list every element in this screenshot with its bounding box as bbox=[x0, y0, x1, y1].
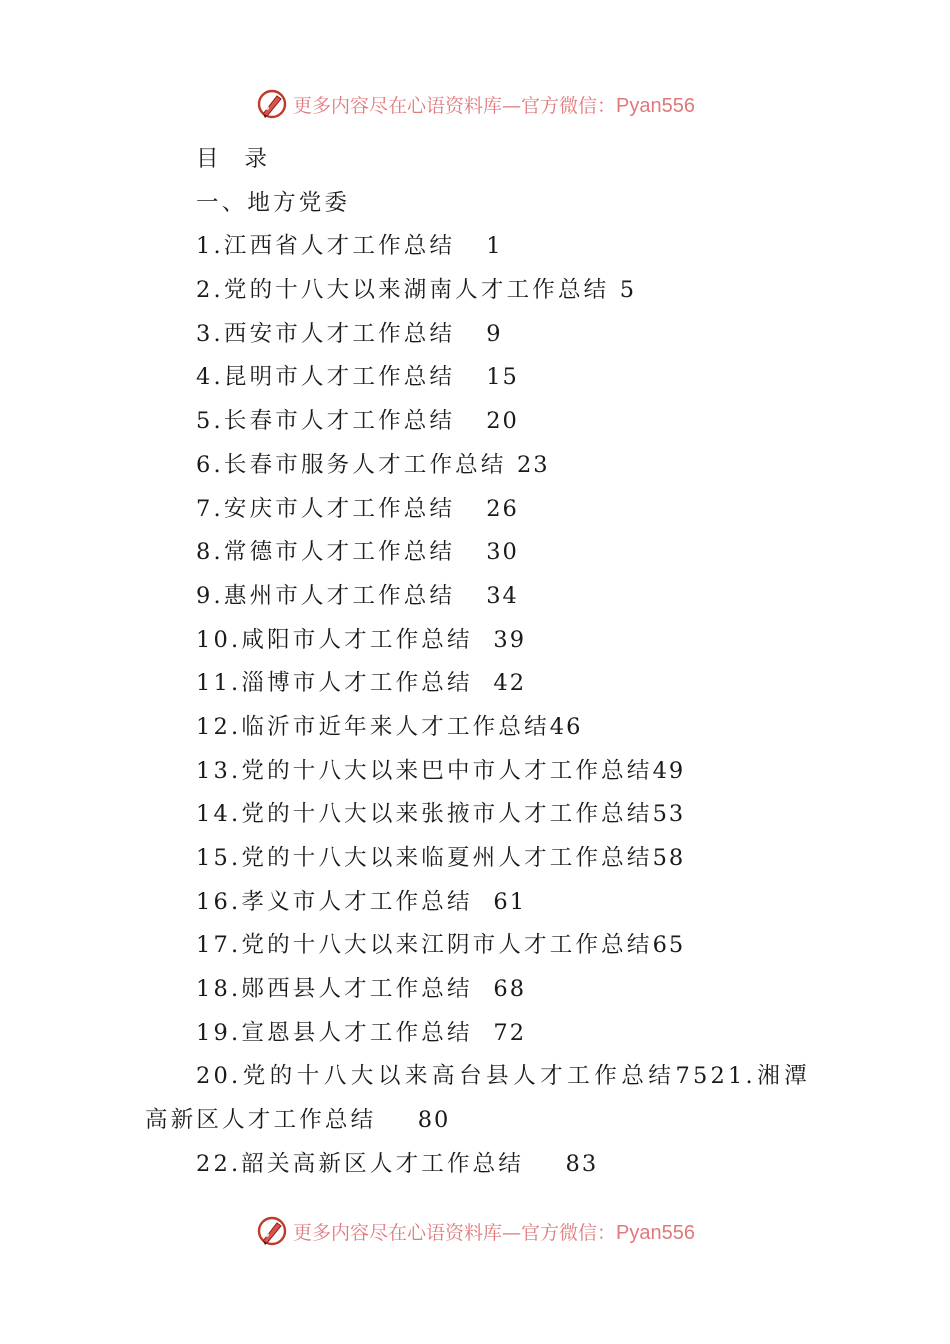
toc-entry-6 bbox=[145, 444, 810, 488]
toc-entry-label: 4.昆明市人才工作总结 bbox=[196, 364, 456, 391]
toc-entry-page: 53 bbox=[652, 801, 686, 828]
toc-entry-11 bbox=[145, 662, 810, 706]
toc-entry-4 bbox=[145, 356, 810, 400]
toc-entry-8 bbox=[145, 531, 810, 575]
toc-entry-page: 49 bbox=[652, 757, 686, 784]
toc-entry-label: 7.安庆市人才工作总结 bbox=[196, 495, 456, 522]
toc-entry-label: 1.江西省人才工作总结 bbox=[196, 233, 456, 260]
header-banner bbox=[0, 84, 950, 124]
toc-entry-9 bbox=[145, 575, 810, 619]
toc-entry-15 bbox=[145, 837, 810, 881]
toc-entry-page: 20 bbox=[486, 408, 519, 435]
toc-entry-page: 9 bbox=[486, 320, 503, 347]
toc-entry-label: 6.长春市服务人才工作总结 bbox=[196, 451, 507, 478]
toc-content bbox=[145, 138, 810, 1187]
toc-entry-page: 1 bbox=[486, 233, 503, 260]
toc-entry-label: 9.惠州市人才工作总结 bbox=[196, 582, 456, 609]
toc-entry-3 bbox=[145, 313, 810, 357]
toc-entry-label: 16.孝义市人才工作总结 bbox=[196, 888, 473, 915]
toc-entry-page: 65 bbox=[652, 932, 686, 959]
toc-entry-page: 46 bbox=[549, 713, 583, 740]
toc-title-left: 目 bbox=[196, 146, 219, 172]
banner-text bbox=[293, 91, 695, 118]
toc-entry-16 bbox=[145, 881, 810, 925]
toc-entry-label: 14.党的十八大以来张掖市人才工作总结 bbox=[196, 801, 653, 828]
banner-text-cn: 更多内容尽在心语资料库—官方微信： bbox=[293, 94, 617, 117]
toc-entry-label: 18.郧西县人才工作总结 bbox=[196, 976, 473, 1003]
pen-logo-icon bbox=[255, 87, 289, 121]
toc-entry-label: 22.韶关高新区人才工作总结 bbox=[196, 1150, 525, 1177]
toc-entry-page: 30 bbox=[486, 539, 519, 566]
toc-entry-label: 20.党的十八大以来高台县人才工作总结7521.湘潭高新区人才工作总结 bbox=[145, 1063, 810, 1134]
toc-entry-label: 10.咸阳市人才工作总结 bbox=[196, 626, 473, 653]
toc-entry-page: 42 bbox=[493, 670, 527, 697]
toc-entry-page: 5 bbox=[619, 277, 637, 304]
toc-entry-label: 17.党的十八大以来江阴市人才工作总结 bbox=[196, 932, 653, 959]
banner-text-en: Pyan556 bbox=[616, 94, 695, 117]
toc-entry-10 bbox=[145, 619, 810, 663]
toc-title bbox=[145, 138, 810, 182]
toc-entry-7 bbox=[145, 488, 810, 532]
toc-entry-17 bbox=[145, 924, 810, 968]
toc-title-right: 录 bbox=[244, 146, 268, 172]
toc-entry-label: 2.党的十八大以来湖南人才工作总结 bbox=[196, 277, 610, 304]
toc-entry-label: 12.临沂市近年来人才工作总结 bbox=[196, 713, 550, 740]
toc-entry-page: 61 bbox=[493, 888, 527, 915]
toc-entry-18 bbox=[145, 968, 810, 1012]
toc-entry-label: 15.党的十八大以来临夏州人才工作总结 bbox=[196, 845, 653, 871]
banner-text bbox=[293, 1218, 695, 1245]
toc-entry-page: 39 bbox=[493, 626, 527, 653]
toc-entry-label: 3.西安市人才工作总结 bbox=[196, 320, 456, 347]
toc-entry-page: 72 bbox=[493, 1019, 527, 1046]
toc-entry-20-21-merged bbox=[145, 1055, 810, 1142]
toc-entry-22 bbox=[145, 1143, 810, 1187]
toc-entry-label: 8.常德市人才工作总结 bbox=[196, 539, 456, 566]
toc-entry-page: 58 bbox=[652, 845, 686, 871]
toc-entry-1 bbox=[145, 225, 810, 269]
toc-entry-12 bbox=[145, 706, 810, 750]
toc-section-heading: 一、地方党委 bbox=[196, 189, 351, 216]
toc-entry-5 bbox=[145, 400, 810, 444]
toc-entry-label: 19.宣恩县人才工作总结 bbox=[196, 1019, 473, 1046]
toc-entry-19 bbox=[145, 1012, 810, 1056]
toc-entry-2 bbox=[145, 269, 810, 313]
toc-entry-page: 15 bbox=[486, 364, 519, 391]
toc-entry-page: 23 bbox=[516, 451, 550, 478]
banner-text-en: Pyan556 bbox=[616, 1221, 695, 1244]
banner-text-cn: 更多内容尽在心语资料库—官方微信： bbox=[293, 1221, 617, 1244]
toc-entry-14 bbox=[145, 793, 810, 837]
toc-entry-label: 11.淄博市人才工作总结 bbox=[196, 670, 473, 697]
toc-entry-page: 26 bbox=[486, 495, 519, 522]
toc-entry-page: 68 bbox=[493, 976, 527, 1003]
toc-entry-page: 83 bbox=[565, 1150, 599, 1177]
toc-entry-label: 5.长春市人才工作总结 bbox=[196, 408, 456, 435]
toc-entry-page: 80 bbox=[417, 1107, 451, 1134]
toc-entry-label: 13.党的十八大以来巴中市人才工作总结 bbox=[196, 757, 653, 784]
footer-banner bbox=[0, 1211, 950, 1251]
toc-entry-13 bbox=[145, 750, 810, 794]
pen-logo-icon bbox=[255, 1214, 289, 1248]
toc-entry-page: 34 bbox=[486, 582, 519, 609]
